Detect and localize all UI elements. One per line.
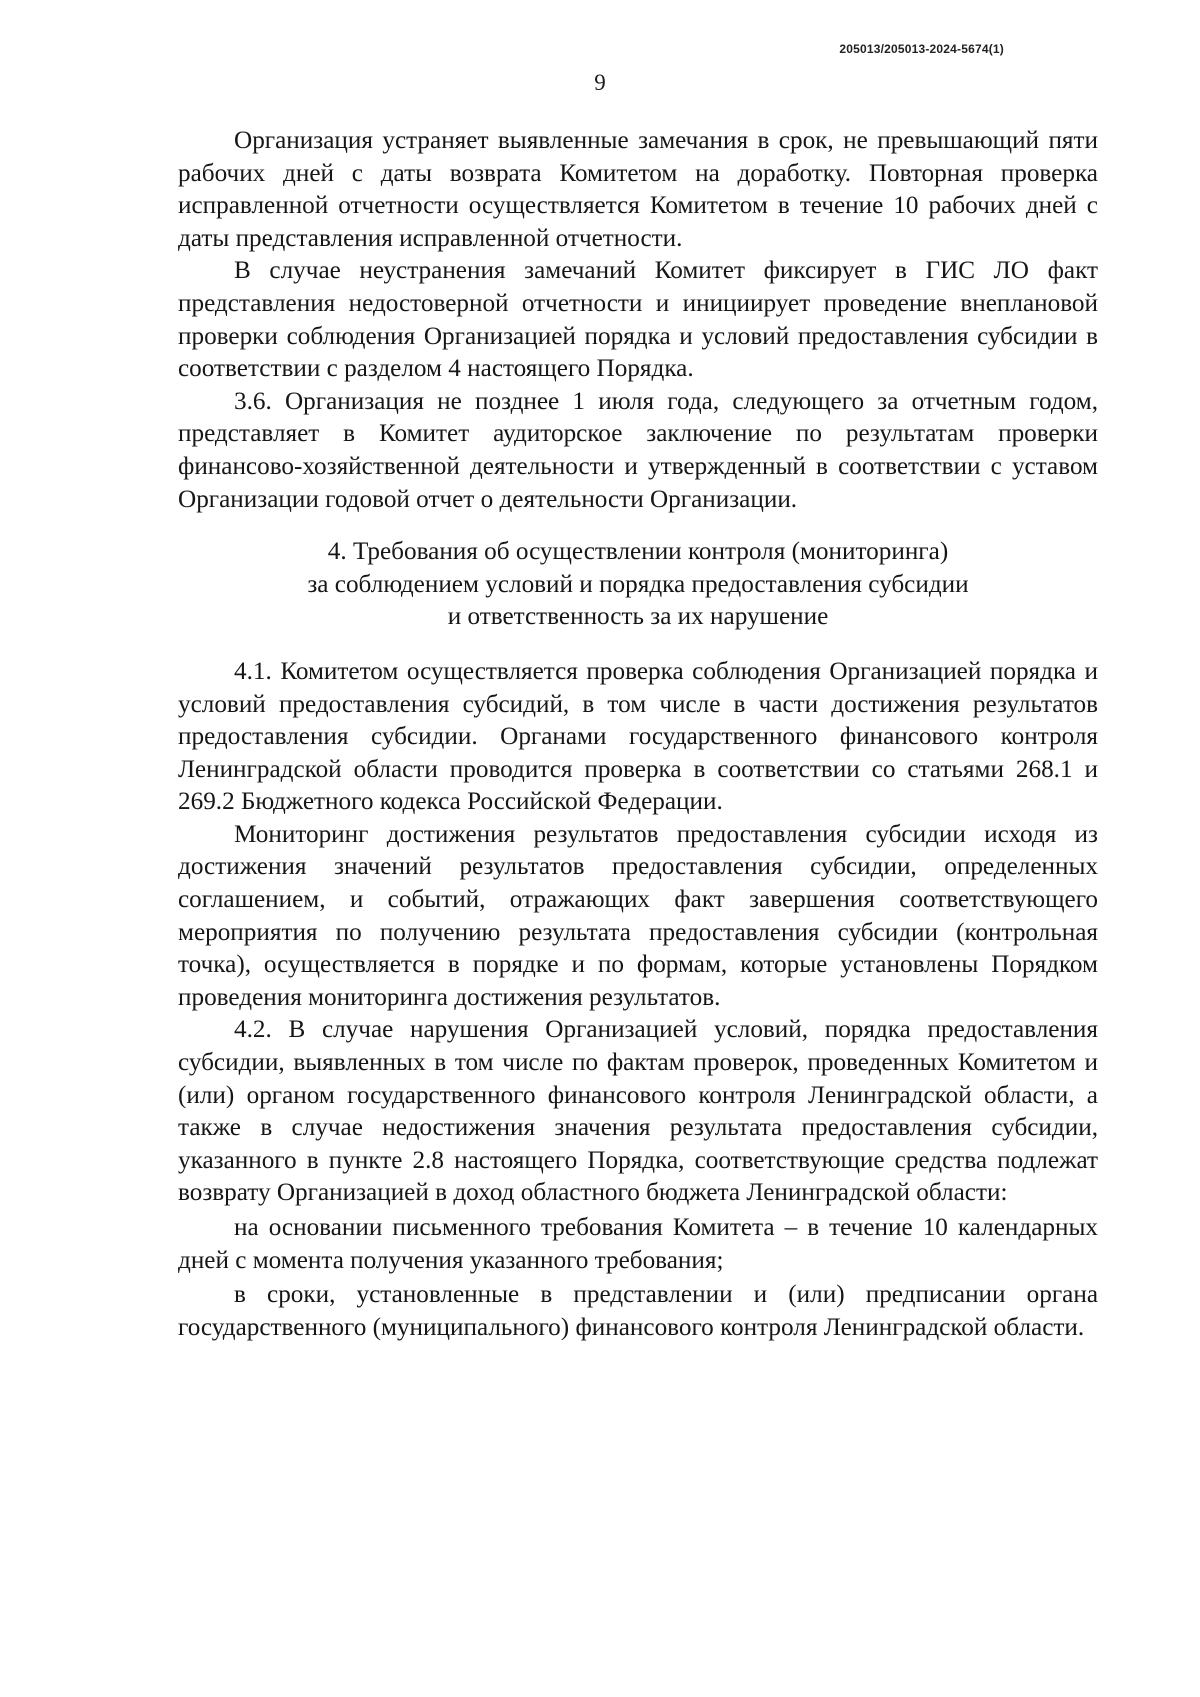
paragraph-control-terms: в сроки, установленные в представлении и (или) предписании органа государственного (муниципального) финансового контроля Ленинградской области. <box>178 1281 1098 1341</box>
paragraph-3-6: 3.6. Организация не позднее 1 июля года, следующего за отчетным годом, представляет в Комитет аудиторское заключение по результатам проверки финансово-хозяйственной деятельности и утвержденный в соответствии с уставом Организации годовой отчет о деятельности Организации. <box>178 387 1098 513</box>
section-heading-line-3: и ответственность за их нарушение <box>447 603 829 631</box>
page-number: 9 <box>594 70 606 95</box>
section-heading-line-1: 4. Требования об осуществлении контроля (мониторинга) <box>327 538 949 566</box>
paragraph-written-request: на основании письменного требования Комитета – в течение 10 календарных дней с момента получения указанного требования; <box>178 1214 1098 1274</box>
section-heading-4 <box>178 536 1098 634</box>
paragraph-unresolved-remarks: В случае неустранения замечаний Комитет фиксирует в ГИС ЛО факт представления недостоверной отчетности и инициирует проведение внеплановой проверки соблюдения Организацией порядка и условий предоставления субсидии в соответствии с разделом 4 настоящего Порядка. <box>178 257 1098 383</box>
paragraph-remarks-correction: Организация устраняет выявленные замечания в срок, не превышающий пяти рабочих дней с даты возврата Комитетом на доработку. Повторная проверка исправленной отчетности осуществляется Комитетом в течение 10 рабочих дней с даты представления исправленной отчетности. <box>178 127 1098 252</box>
document-body <box>178 125 1098 1344</box>
paragraph-monitoring: Мониторинг достижения результатов предоставления субсидии исходя из достижения значений результатов предоставления субсидии, определенных соглашением, и событий, отражающих факт завершения соответствующего мероприятия по получению результата предоставления субсидии (контрольная точка), осуществляется в порядке и по формам, которые установлены Порядком проведения мониторинга достижения результатов. <box>178 820 1098 1011</box>
section-heading-line-2: за соблюдением условий и порядка предоставления субсидии <box>307 570 969 598</box>
paragraph-4-1: 4.1. Комитетом осуществляется проверка соблюдения Организацией порядка и условий предоставления субсидий, в том числе в части достижения результатов предоставления субсидии. Органами государственного финансового контроля Ленинградской области проводится проверка в соответствии со статьями 268.1 и 269.2 Бюджетного кодекса Российской Федерации. <box>178 657 1098 816</box>
document-code: 205013/205013-2024-5674(1) <box>839 42 1004 56</box>
paragraph-4-2: 4.2. В случае нарушения Организацией условий, порядка предоставления субсидии, выявленных в том числе по фактам проверок, проведенных Комитетом и (или) органом государственного финансового контроля Ленинградской области, а также в случае недостижения значения результата предоставления субсидии, указанного в пункте 2.8 настоящего Порядка, соответствующие средства подлежат возврату Организацией в доход областного бюджета Ленинградской области: <box>178 1016 1098 1207</box>
